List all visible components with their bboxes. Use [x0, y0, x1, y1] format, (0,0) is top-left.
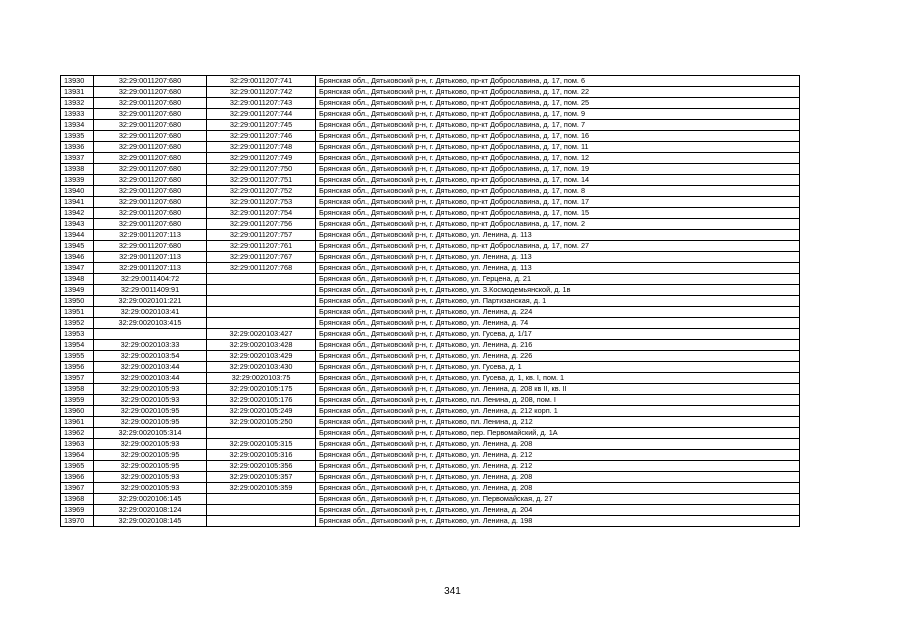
address-cell: Брянская обл., Дятьковский р-н, г. Дятьково, пр-кт Доброславина, д. 17, пом. 25 — [316, 98, 800, 109]
address-cell: Брянская обл., Дятьковский р-н, г. Дятьково, пр-кт Доброславина, д. 17, пом. 8 — [316, 186, 800, 197]
parcel-number-cell: 32:29:0020103:33 — [94, 340, 207, 351]
address-cell: Брянская обл., Дятьковский р-н, г. Дятьково, пер. Первомайский, д. 1А — [316, 428, 800, 439]
table-row — [61, 274, 800, 285]
address-cell: Брянская обл., Дятьковский р-н, г. Дятьково, ул. Первомайская, д. 27 — [316, 494, 800, 505]
table-row — [61, 439, 800, 450]
row-number-cell: 13954 — [61, 340, 94, 351]
row-number-cell: 13941 — [61, 197, 94, 208]
row-number-cell: 13951 — [61, 307, 94, 318]
row-number-cell: 13952 — [61, 318, 94, 329]
address-cell: Брянская обл., Дятьковский р-н, г. Дятьково, пл. Ленина, д. 212 — [316, 417, 800, 428]
object-number-cell: 32:29:0011207:748 — [207, 142, 316, 153]
parcel-number-cell: 32:29:0020105:314 — [94, 428, 207, 439]
table-row — [61, 241, 800, 252]
table-row — [61, 395, 800, 406]
table-row — [61, 494, 800, 505]
address-cell: Брянская обл., Дятьковский р-н, г. Дятьково, ул. З.Космодемьянской, д. 1в — [316, 285, 800, 296]
row-number-cell: 13959 — [61, 395, 94, 406]
object-number-cell: 32:29:0020105:175 — [207, 384, 316, 395]
table-row — [61, 153, 800, 164]
row-number-cell: 13936 — [61, 142, 94, 153]
address-cell: Брянская обл., Дятьковский р-н, г. Дятьково, пр-кт Доброславина, д. 17, пом. 27 — [316, 241, 800, 252]
address-cell: Брянская обл., Дятьковский р-н, г. Дятьково, пр-кт Доброславина, д. 17, пом. 15 — [316, 208, 800, 219]
address-cell: Брянская обл., Дятьковский р-н, г. Дятьково, ул. Партизанская, д. 1 — [316, 296, 800, 307]
address-cell: Брянская обл., Дятьковский р-н, г. Дятьково, ул. Ленина, д. 216 — [316, 340, 800, 351]
row-number-cell: 13950 — [61, 296, 94, 307]
address-cell: Брянская обл., Дятьковский р-н, г. Дятьково, ул. Ленина, д. 212 — [316, 461, 800, 472]
address-cell: Брянская обл., Дятьковский р-н, г. Дятьково, пр-кт Доброславина, д. 17, пом. 22 — [316, 87, 800, 98]
address-cell: Брянская обл., Дятьковский р-н, г. Дятьково, ул. Ленина, д. 208 — [316, 483, 800, 494]
object-number-cell: 32:29:0020103:427 — [207, 329, 316, 340]
parcel-number-cell: 32:29:0020108:124 — [94, 505, 207, 516]
object-number-cell: 32:29:0011207:742 — [207, 87, 316, 98]
row-number-cell: 13968 — [61, 494, 94, 505]
address-cell: Брянская обл., Дятьковский р-н, г. Дятьково, ул. Ленина, д. 224 — [316, 307, 800, 318]
table-row — [61, 450, 800, 461]
parcel-number-cell: 32:29:0020105:95 — [94, 406, 207, 417]
table-row — [61, 340, 800, 351]
object-number-cell — [207, 428, 316, 439]
table-row — [61, 472, 800, 483]
table-row — [61, 351, 800, 362]
table-row — [61, 230, 800, 241]
row-number-cell: 13963 — [61, 439, 94, 450]
address-cell: Брянская обл., Дятьковский р-н, г. Дятьково, ул. Ленина, д. 198 — [316, 516, 800, 527]
table-row — [61, 252, 800, 263]
parcel-number-cell: 32:29:0020105:93 — [94, 472, 207, 483]
object-number-cell — [207, 274, 316, 285]
registry-table-body — [61, 76, 800, 527]
table-row — [61, 329, 800, 340]
object-number-cell: 32:29:0011207:745 — [207, 120, 316, 131]
parcel-number-cell: 32:29:0011207:680 — [94, 131, 207, 142]
parcel-number-cell: 32:29:0011409:91 — [94, 285, 207, 296]
table-row — [61, 483, 800, 494]
parcel-number-cell: 32:29:0011207:680 — [94, 164, 207, 175]
row-number-cell: 13931 — [61, 87, 94, 98]
address-cell: Брянская обл., Дятьковский р-н, г. Дятьково, пр-кт Доброславина, д. 17, пом. 7 — [316, 120, 800, 131]
parcel-number-cell: 32:29:0020105:93 — [94, 395, 207, 406]
row-number-cell: 13945 — [61, 241, 94, 252]
address-cell: Брянская обл., Дятьковский р-н, г. Дятьково, ул. Ленина, д. 212 — [316, 450, 800, 461]
object-number-cell: 32:29:0011207:746 — [207, 131, 316, 142]
object-number-cell: 32:29:0020103:75 — [207, 373, 316, 384]
row-number-cell: 13957 — [61, 373, 94, 384]
table-row — [61, 285, 800, 296]
parcel-number-cell: 32:29:0011207:113 — [94, 263, 207, 274]
row-number-cell: 13944 — [61, 230, 94, 241]
row-number-cell: 13937 — [61, 153, 94, 164]
parcel-number-cell: 32:29:0011207:680 — [94, 142, 207, 153]
object-number-cell: 32:29:0020105:249 — [207, 406, 316, 417]
object-number-cell: 32:29:0020105:359 — [207, 483, 316, 494]
table-row — [61, 208, 800, 219]
address-cell: Брянская обл., Дятьковский р-н, г. Дятьково, пр-кт Доброславина, д. 17, пом. 9 — [316, 109, 800, 120]
row-number-cell: 13948 — [61, 274, 94, 285]
address-cell: Брянская обл., Дятьковский р-н, г. Дятьково, ул. Гусева, д. 1, кв. I, пом. 1 — [316, 373, 800, 384]
row-number-cell: 13940 — [61, 186, 94, 197]
object-number-cell: 32:29:0020105:250 — [207, 417, 316, 428]
parcel-number-cell: 32:29:0020101:221 — [94, 296, 207, 307]
address-cell: Брянская обл., Дятьковский р-н, г. Дятьково, ул. Ленина, д. 204 — [316, 505, 800, 516]
parcel-number-cell: 32:29:0011207:113 — [94, 230, 207, 241]
parcel-number-cell: 32:29:0020108:145 — [94, 516, 207, 527]
table-row — [61, 373, 800, 384]
row-number-cell: 13960 — [61, 406, 94, 417]
parcel-number-cell: 32:29:0011404:72 — [94, 274, 207, 285]
address-cell: Брянская обл., Дятьковский р-н, г. Дятьково, ул. Ленина, д. 74 — [316, 318, 800, 329]
row-number-cell: 13967 — [61, 483, 94, 494]
table-row — [61, 98, 800, 109]
row-number-cell: 13943 — [61, 219, 94, 230]
address-cell: Брянская обл., Дятьковский р-н, г. Дятьково, пр-кт Доброславина, д. 17, пом. 2 — [316, 219, 800, 230]
address-cell: Брянская обл., Дятьковский р-н, г. Дятьково, ул. Гусева, д. 1/17 — [316, 329, 800, 340]
object-number-cell: 32:29:0011207:749 — [207, 153, 316, 164]
table-row — [61, 516, 800, 527]
object-number-cell: 32:29:0011207:743 — [207, 98, 316, 109]
parcel-number-cell: 32:29:0020105:93 — [94, 439, 207, 450]
table-row — [61, 109, 800, 120]
table-row — [61, 76, 800, 87]
address-cell: Брянская обл., Дятьковский р-н, г. Дятьково, ул. Ленина, д. 212 корп. 1 — [316, 406, 800, 417]
parcel-number-cell: 32:29:0011207:680 — [94, 219, 207, 230]
parcel-number-cell: 32:29:0020103:44 — [94, 373, 207, 384]
table-row — [61, 406, 800, 417]
object-number-cell — [207, 516, 316, 527]
parcel-number-cell: 32:29:0011207:113 — [94, 252, 207, 263]
row-number-cell: 13962 — [61, 428, 94, 439]
address-cell: Брянская обл., Дятьковский р-н, г. Дятьково, пр-кт Доброславина, д. 17, пом. 6 — [316, 76, 800, 87]
row-number-cell: 13966 — [61, 472, 94, 483]
object-number-cell: 32:29:0011207:741 — [207, 76, 316, 87]
row-number-cell: 13958 — [61, 384, 94, 395]
object-number-cell: 32:29:0020105:356 — [207, 461, 316, 472]
object-number-cell: 32:29:0020105:316 — [207, 450, 316, 461]
table-row — [61, 142, 800, 153]
row-number-cell: 13939 — [61, 175, 94, 186]
table-row — [61, 186, 800, 197]
page-number: 341 — [444, 586, 461, 597]
row-number-cell: 13932 — [61, 98, 94, 109]
row-number-cell: 13969 — [61, 505, 94, 516]
table-row — [61, 120, 800, 131]
address-cell: Брянская обл., Дятьковский р-н, г. Дятьково, пр-кт Доброславина, д. 17, пом. 14 — [316, 175, 800, 186]
object-number-cell: 32:29:0011207:754 — [207, 208, 316, 219]
row-number-cell: 13934 — [61, 120, 94, 131]
parcel-number-cell: 32:29:0011207:680 — [94, 197, 207, 208]
object-number-cell: 32:29:0020105:357 — [207, 472, 316, 483]
row-number-cell: 13965 — [61, 461, 94, 472]
object-number-cell — [207, 505, 316, 516]
object-number-cell: 32:29:0011207:752 — [207, 186, 316, 197]
object-number-cell — [207, 296, 316, 307]
row-number-cell: 13949 — [61, 285, 94, 296]
table-row — [61, 219, 800, 230]
parcel-number-cell: 32:29:0020103:54 — [94, 351, 207, 362]
table-row — [61, 87, 800, 98]
parcel-number-cell: 32:29:0011207:680 — [94, 98, 207, 109]
object-number-cell: 32:29:0011207:750 — [207, 164, 316, 175]
row-number-cell: 13955 — [61, 351, 94, 362]
parcel-number-cell: 32:29:0011207:680 — [94, 175, 207, 186]
row-number-cell: 13970 — [61, 516, 94, 527]
object-number-cell — [207, 307, 316, 318]
object-number-cell: 32:29:0020103:429 — [207, 351, 316, 362]
table-row — [61, 164, 800, 175]
address-cell: Брянская обл., Дятьковский р-н, г. Дятьково, пл. Ленина, д. 208, пом. I — [316, 395, 800, 406]
table-row — [61, 505, 800, 516]
parcel-number-cell: 32:29:0020103:415 — [94, 318, 207, 329]
row-number-cell: 13935 — [61, 131, 94, 142]
address-cell: Брянская обл., Дятьковский р-н, г. Дятьково, ул. Ленина, д. 226 — [316, 351, 800, 362]
table-row — [61, 417, 800, 428]
object-number-cell: 32:29:0020103:428 — [207, 340, 316, 351]
parcel-number-cell: 32:29:0011207:680 — [94, 109, 207, 120]
object-number-cell: 32:29:0011207:751 — [207, 175, 316, 186]
row-number-cell: 13964 — [61, 450, 94, 461]
row-number-cell: 13930 — [61, 76, 94, 87]
address-cell: Брянская обл., Дятьковский р-н, г. Дятьково, ул. Ленина, д. 113 — [316, 252, 800, 263]
table-row — [61, 461, 800, 472]
parcel-number-cell: 32:29:0011207:680 — [94, 208, 207, 219]
row-number-cell: 13961 — [61, 417, 94, 428]
registry-table — [60, 75, 800, 527]
address-cell: Брянская обл., Дятьковский р-н, г. Дятьково, ул. Гусева, д. 1 — [316, 362, 800, 373]
object-number-cell: 32:29:0011207:761 — [207, 241, 316, 252]
object-number-cell: 32:29:0011207:757 — [207, 230, 316, 241]
address-cell: Брянская обл., Дятьковский р-н, г. Дятьково, пр-кт Доброславина, д. 17, пом. 11 — [316, 142, 800, 153]
object-number-cell — [207, 318, 316, 329]
parcel-number-cell: 32:29:0011207:680 — [94, 241, 207, 252]
row-number-cell: 13933 — [61, 109, 94, 120]
address-cell: Брянская обл., Дятьковский р-н, г. Дятьково, пр-кт Доброславина, д. 17, пом. 16 — [316, 131, 800, 142]
parcel-number-cell: 32:29:0020106:145 — [94, 494, 207, 505]
row-number-cell: 13942 — [61, 208, 94, 219]
parcel-number-cell: 32:29:0011207:680 — [94, 76, 207, 87]
object-number-cell: 32:29:0020105:176 — [207, 395, 316, 406]
table-row — [61, 428, 800, 439]
row-number-cell: 13956 — [61, 362, 94, 373]
object-number-cell — [207, 494, 316, 505]
parcel-number-cell: 32:29:0011207:680 — [94, 153, 207, 164]
address-cell: Брянская обл., Дятьковский р-н, г. Дятьково, ул. Герцена, д. 21 — [316, 274, 800, 285]
parcel-number-cell: 32:29:0011207:680 — [94, 186, 207, 197]
object-number-cell: 32:29:0011207:756 — [207, 219, 316, 230]
parcel-number-cell: 32:29:0020105:95 — [94, 450, 207, 461]
address-cell: Брянская обл., Дятьковский р-н, г. Дятьково, ул. Ленина, д. 208 кв II, кв. II — [316, 384, 800, 395]
table-row — [61, 197, 800, 208]
parcel-number-cell: 32:29:0020105:95 — [94, 461, 207, 472]
table-row — [61, 296, 800, 307]
table-row — [61, 318, 800, 329]
parcel-number-cell: 32:29:0020105:93 — [94, 384, 207, 395]
address-cell: Брянская обл., Дятьковский р-н, г. Дятьково, ул. Ленина, д. 208 — [316, 472, 800, 483]
object-number-cell: 32:29:0011207:767 — [207, 252, 316, 263]
address-cell: Брянская обл., Дятьковский р-н, г. Дятьково, ул. Ленина, д. 208 — [316, 439, 800, 450]
parcel-number-cell: 32:29:0011207:680 — [94, 87, 207, 98]
parcel-number-cell: 32:29:0020103:44 — [94, 362, 207, 373]
row-number-cell: 13938 — [61, 164, 94, 175]
parcel-number-cell: 32:29:0011207:680 — [94, 120, 207, 131]
object-number-cell: 32:29:0020105:315 — [207, 439, 316, 450]
table-row — [61, 263, 800, 274]
row-number-cell: 13946 — [61, 252, 94, 263]
row-number-cell: 13953 — [61, 329, 94, 340]
table-row — [61, 175, 800, 186]
object-number-cell — [207, 285, 316, 296]
table-row — [61, 131, 800, 142]
address-cell: Брянская обл., Дятьковский р-н, г. Дятьково, ул. Ленина, д. 113 — [316, 230, 800, 241]
table-row — [61, 384, 800, 395]
object-number-cell: 32:29:0020103:430 — [207, 362, 316, 373]
address-cell: Брянская обл., Дятьковский р-н, г. Дятьково, пр-кт Доброславина, д. 17, пом. 12 — [316, 153, 800, 164]
parcel-number-cell — [94, 329, 207, 340]
table-row — [61, 307, 800, 318]
object-number-cell: 32:29:0011207:744 — [207, 109, 316, 120]
table-row — [61, 362, 800, 373]
object-number-cell: 32:29:0011207:753 — [207, 197, 316, 208]
parcel-number-cell: 32:29:0020105:93 — [94, 483, 207, 494]
parcel-number-cell: 32:29:0020105:95 — [94, 417, 207, 428]
object-number-cell: 32:29:0011207:768 — [207, 263, 316, 274]
address-cell: Брянская обл., Дятьковский р-н, г. Дятьково, пр-кт Доброславина, д. 17, пом. 19 — [316, 164, 800, 175]
row-number-cell: 13947 — [61, 263, 94, 274]
parcel-number-cell: 32:29:0020103:41 — [94, 307, 207, 318]
address-cell: Брянская обл., Дятьковский р-н, г. Дятьково, ул. Ленина, д. 113 — [316, 263, 800, 274]
address-cell: Брянская обл., Дятьковский р-н, г. Дятьково, пр-кт Доброславина, д. 17, пом. 17 — [316, 197, 800, 208]
